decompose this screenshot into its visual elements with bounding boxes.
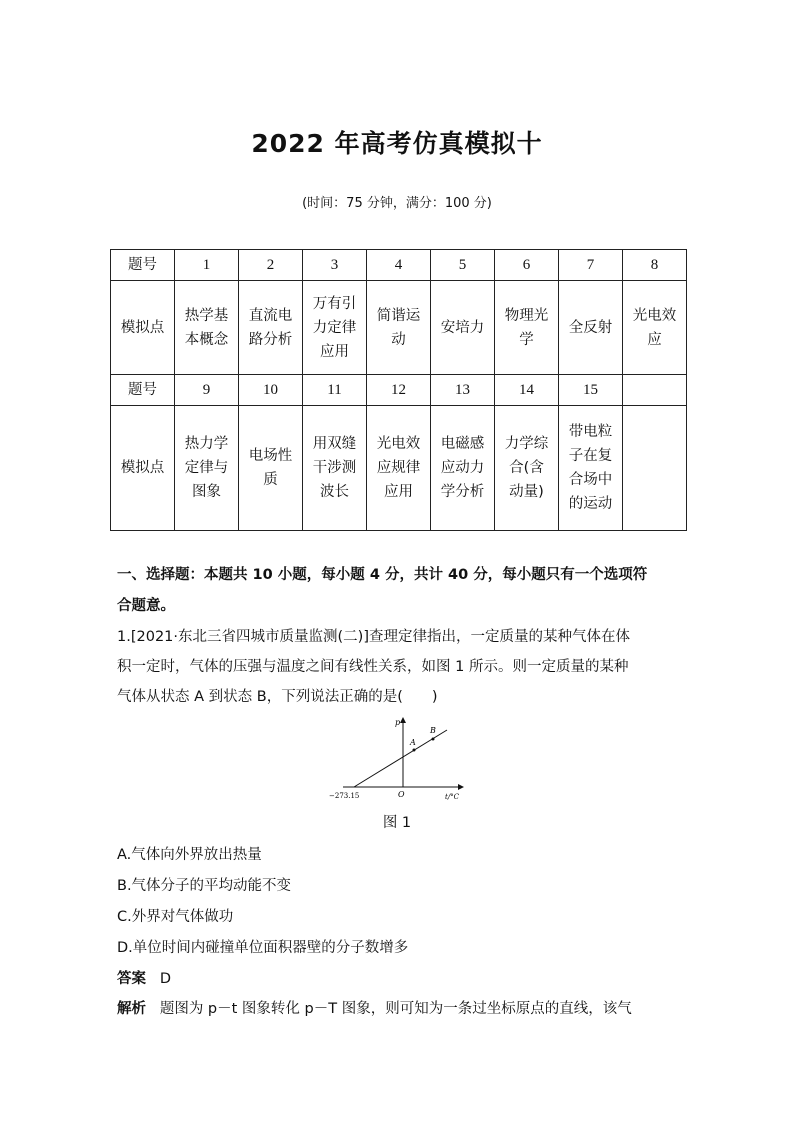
table-cell: 用双缝 干涉测 波长 [303,406,367,531]
table-cell: 14 [495,375,559,406]
analysis [117,997,692,1018]
answer-value: D [159,971,171,987]
question-1: 1.[2021·东北三省四城市质量监测(二)]查理定律指出，一定质量的某种气体在体 积一定时，气体的压强与温度之间有线性关系，如图 1 所示。则一定质量的某种 气体从状态 A 到状态 B，下列说法正确的是( ) [117,629,630,705]
x-axis-label: t/°C [445,793,460,801]
table-cell: 光电效 应 [623,281,687,375]
table-cell: 简谐运 动 [367,281,431,375]
option-d: D.单位时间内碰撞单位面积器壁的分子数增多 [117,940,409,956]
table-cell: 带电粒 子在复 合场中 的运动 [559,406,623,531]
table-cell-empty [623,406,687,531]
table-cell: 15 [559,375,623,406]
table-cell: 11 [303,375,367,406]
table-cell: 直流电 路分析 [239,281,303,375]
option-b: B.气体分子的平均动能不变 [117,878,292,894]
table-cell: 13 [431,375,495,406]
table-cell: 全反射 [559,281,623,375]
table-cell: 电磁感 应动力 学分析 [431,406,495,531]
page-title: 2022 年高考仿真模拟十 [251,129,543,158]
table-cell: 6 [495,250,559,281]
analysis-text: 题图为 p－t 图象转化 p－T 图象，则可知为一条过坐标原点的直线，该气 [159,1001,632,1017]
table-cell: 力学综 合(含 动量) [495,406,559,531]
exam-info: (时间：75 分钟，满分：100 分) [302,196,492,211]
row-header: 题号 [111,250,175,281]
analysis-label: 解析 [117,1001,146,1017]
table-cell: 1 [175,250,239,281]
row-header: 模拟点 [111,281,175,375]
pt-graph [327,712,467,807]
table-cell: 3 [303,250,367,281]
point-b-mark [432,738,435,741]
point-b-label: B [430,726,436,735]
table-cell: 万有引 力定律 应用 [303,281,367,375]
table-cell: 2 [239,250,303,281]
table-row [111,250,687,281]
point-a-label: A [410,738,416,747]
row-header: 题号 [111,375,175,406]
table-cell: 10 [239,375,303,406]
table-cell: 7 [559,250,623,281]
table-cell: 9 [175,375,239,406]
answer [117,967,171,988]
answer-label: 答案 [117,971,146,987]
table-cell [623,375,687,406]
point-a-mark [413,749,416,752]
intercept-label: −273.15 [329,792,360,800]
table-cell: 8 [623,250,687,281]
table-cell: 物理光 学 [495,281,559,375]
section-heading: 一、选择题：本题共 10 小题，每小题 4 分，共计 40 分，每小题只有一个选项符 合题意。 [117,567,648,614]
table-row [111,375,687,406]
origin-label: O [398,790,405,799]
table-cell: 5 [431,250,495,281]
y-axis-label: p [395,718,401,727]
table-row [111,406,687,531]
table-cell: 热学基 本概念 [175,281,239,375]
option-a: A.气体向外界放出热量 [117,847,262,863]
option-c: C.外界对气体做功 [117,909,234,925]
table-cell: 安培力 [431,281,495,375]
topic-table [110,249,687,531]
table-cell: 电场性 质 [239,406,303,531]
table-row [111,281,687,375]
table-cell: 4 [367,250,431,281]
figure-caption: 图 1 [382,815,412,831]
table-cell: 12 [367,375,431,406]
table-cell: 热力学 定律与 图象 [175,406,239,531]
table-cell: 光电效 应规律 应用 [367,406,431,531]
row-header: 模拟点 [111,406,175,531]
